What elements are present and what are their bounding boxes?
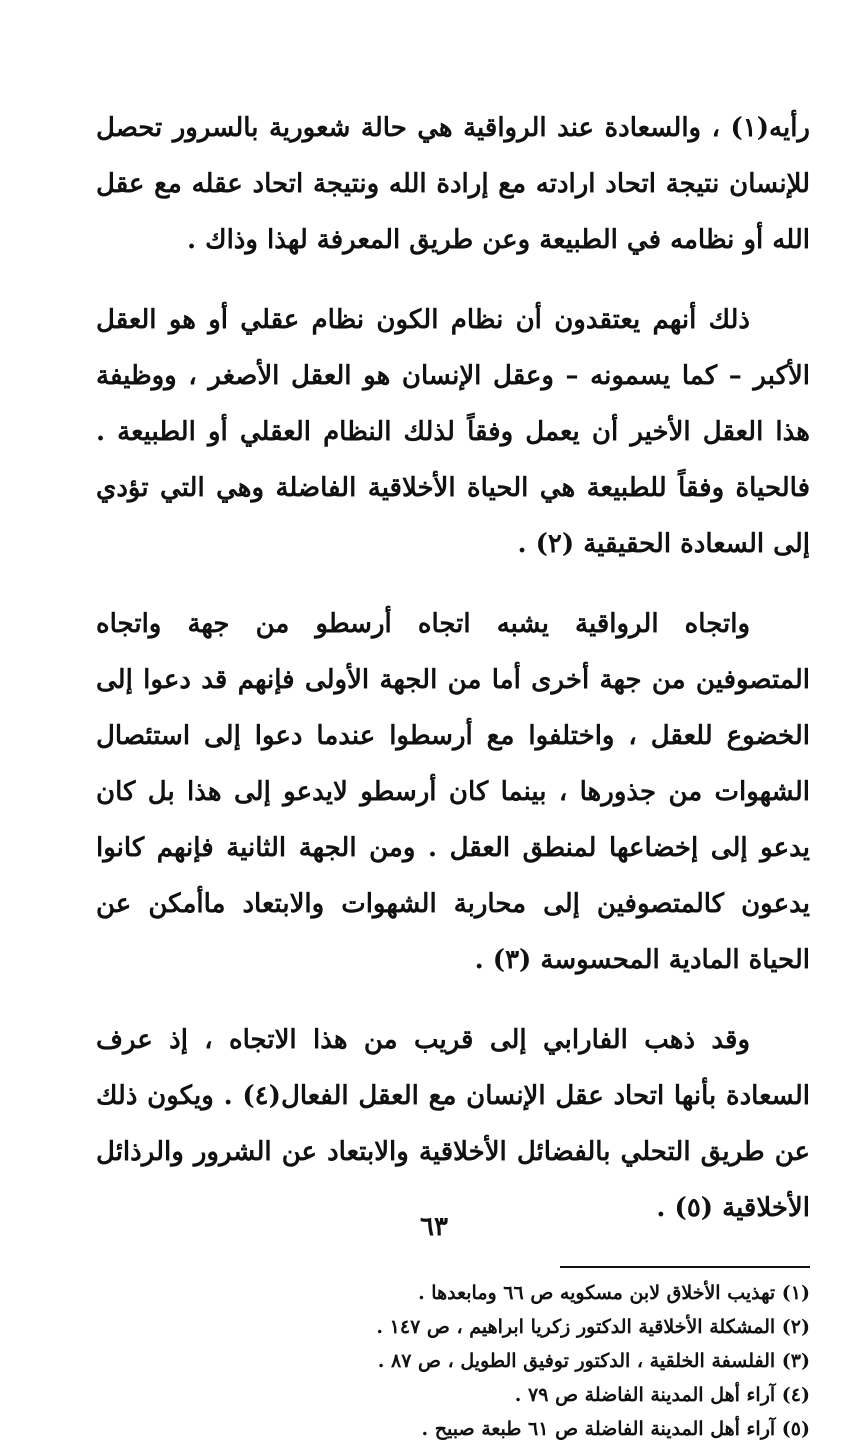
footnote-1: (١) تهذيب الأخلاق لابن مسكويه ص ٦٦ ومابعدها .	[418, 1282, 810, 1304]
page-number: ٦٣	[420, 1212, 448, 1242]
footnote-2: (٢) المشكلة الأخلاقية الدكتور زكريا ابراهيم ، ص ١٤٧ .	[376, 1316, 810, 1338]
footnote-5: (٥) آراء أهل المدينة الفاضلة ص ٦١ طبعة صبيح .	[421, 1418, 810, 1440]
paragraph-2: ذلك أنهم يعتقدون أن نظام الكون نظام عقلي أو هو العقل الأكبر – كما يسمونه – وعقل الإنسان هو العقل الأصغر ، ووظيفة هذا العقل الأخير أن يعمل وفقاً لذلك النظام العقلي أو الطبيعة . فالحياة وفقاً للطبيعة هي الحياة الأخلاقية الفاضلة وهي التي تؤدي إلى السعادة الحقيقية (٢) .	[96, 305, 810, 559]
footnote-separator	[560, 1266, 810, 1268]
footnote-4: (٤) آراء أهل المدينة الفاضلة ص ٧٩ .	[514, 1384, 810, 1406]
footnote-3: (٣) الفلسفة الخلقية ، الدكتور توفيق الطويل ، ص ٨٧ .	[377, 1350, 810, 1372]
paragraph-3: واتجاه الرواقية يشبه اتجاه أرسطو من جهة واتجاه المتصوفين من جهة أخرى أما من الجهة الأولى فإنهم قد دعوا إلى الخضوع للعقل ، واختلفوا مع أرسطوا عندما دعوا إلى استئصال الشهوات من جذورها ، بينما كان أرسطو لايدعو إلى هذا بل كان يدعو إلى إخضاعها لمنطق العقل . ومن الجهة الثانية فإنهم كانوا يدعون كالمتصوفين إلى محاربة الشهوات والابتعاد ماأمكن عن الحياة المادية المحسوسة (٣) .	[96, 609, 810, 975]
page-content	[96, 100, 810, 1446]
paragraph-1: رأيه(١) ، والسعادة عند الرواقية هي حالة شعورية بالسرور تحصل للإنسان نتيجة اتحاد ارادته مع إرادة الله ونتيجة اتحاد عقله مع عقل الله أو نظامه في الطبيعة وعن طريق المعرفة لهذا وذاك .	[96, 113, 810, 255]
footnotes-list	[96, 1276, 810, 1446]
paragraph-4: وقد ذهب الفارابي إلى قريب من هذا الاتجاه ، إذ عرف السعادة بأنها اتحاد عقل الإنسان مع العقل الفعال(٤) . ويكون ذلك عن طريق التحلي بالفضائل الأخلاقية والابتعاد عن الشرور والرذائل الأخلاقية (٥) .	[96, 1025, 810, 1223]
body-text	[96, 100, 810, 1236]
